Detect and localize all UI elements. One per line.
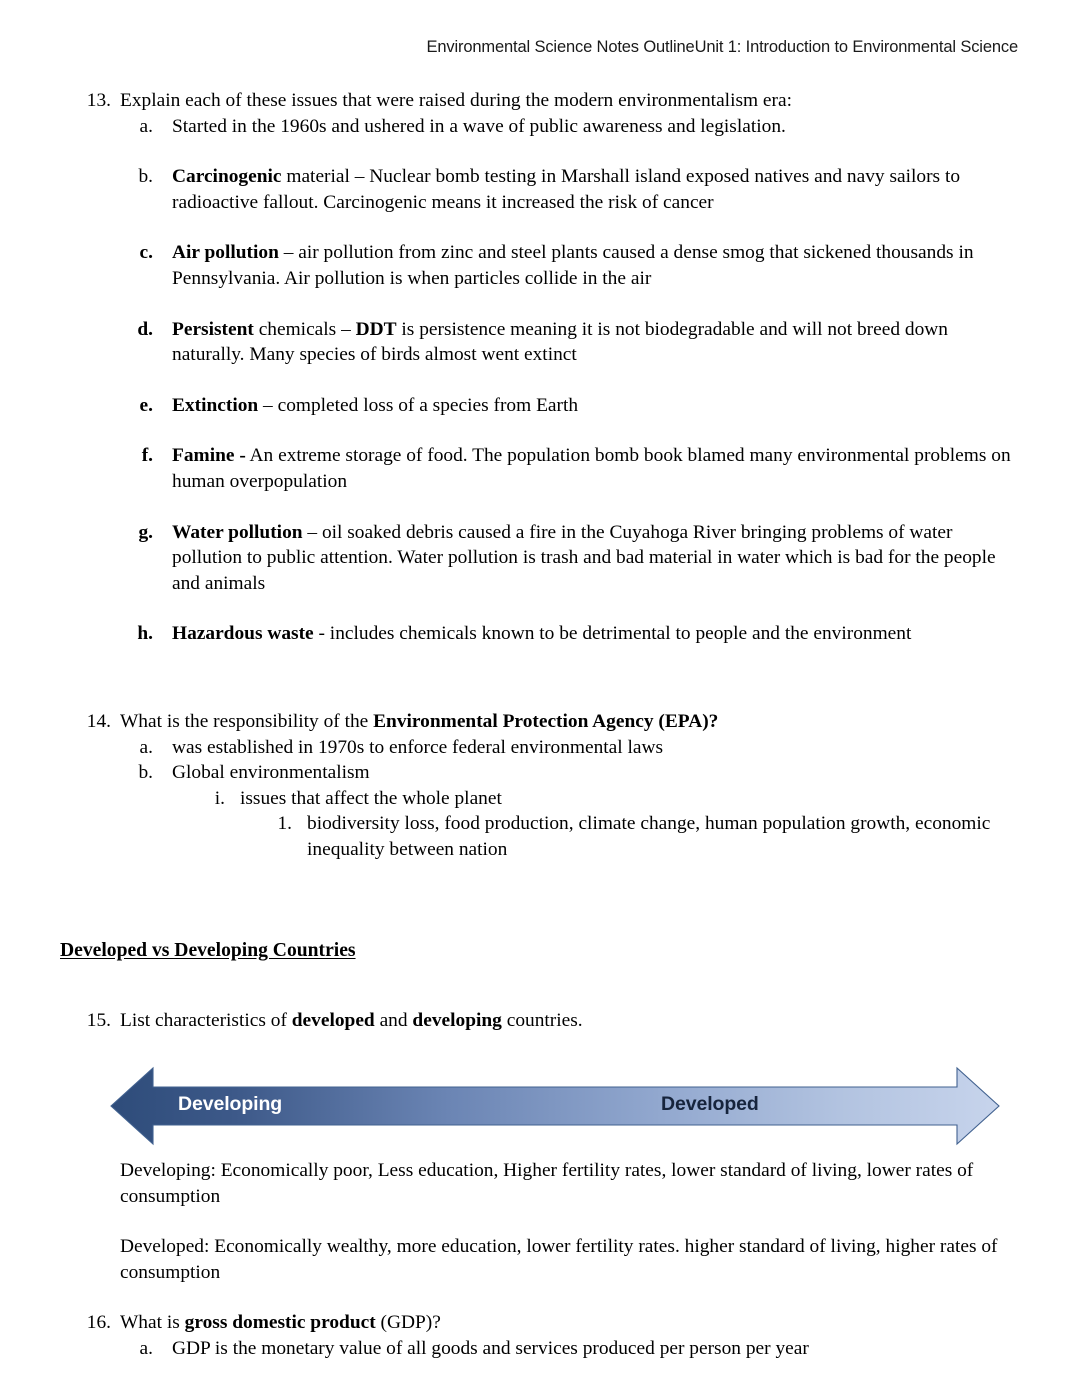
list-marker: g. (138, 521, 153, 543)
outline-item-14bi1 (255, 811, 1020, 862)
outline-text: Persistent chemicals – DDT is persistence meaning it is not biodegradable and will not breed down naturally. Many species of birds almost went extinct (172, 318, 948, 366)
spacer (60, 1034, 1020, 1060)
outline-item-13f (120, 443, 1020, 494)
spacer (60, 1285, 1020, 1310)
list-marker: a. (139, 736, 153, 758)
lead-term: Extinction (172, 394, 259, 416)
outline-text: biodiversity loss, food production, climate change, human population growth, economic inequality between nation (307, 813, 991, 860)
spacer (60, 418, 1020, 443)
spacer (60, 139, 1020, 164)
lead-term: gross domestic product (184, 1312, 376, 1334)
outline-text: Water pollution – oil soaked debris caused a fire in the Cuyahoga River bringing problems of water pollution to public attention. Water pollution is trash and bad material in water which is bad for the people and animals (172, 521, 996, 594)
outline-text: Started in the 1960s and ushered in a wave of public awareness and legislation. (172, 115, 786, 137)
spacer (60, 495, 1020, 520)
arrow-label-developing: Developing (178, 1093, 283, 1116)
list-marker: 14. (86, 710, 111, 732)
lead-term: Water pollution (172, 521, 303, 543)
section-heading: Developed vs Developing Countries (60, 940, 356, 962)
outline-item-16a (120, 1336, 1020, 1362)
spacer (60, 215, 1020, 240)
lead-term: Carcinogenic (172, 166, 282, 188)
outline-item-15 (60, 1008, 1020, 1034)
outline-item-13b (120, 164, 1020, 215)
list-marker: h. (137, 623, 153, 645)
outline-text: Carcinogenic material – Nuclear bomb testing in Marshall island exposed natives and navy sailors to radioactive fallout. Carcinogenic means it increased the risk of cancer (172, 166, 961, 213)
document-body (60, 88, 1020, 1362)
document-header: Environmental Science Notes OutlineUnit 1: Introduction to Environmental Science (426, 38, 1018, 56)
list-marker: f. (141, 445, 153, 467)
list-marker: d. (137, 318, 153, 340)
outline-text: Extinction – completed loss of a species from Earth (172, 394, 579, 416)
outline-text: Global environmentalism (172, 762, 370, 784)
lead-term: Persistent (172, 318, 254, 340)
lead-term-2: DDT (355, 318, 397, 340)
list-marker: 16. (86, 1312, 111, 1334)
spacer (60, 292, 1020, 317)
arrow-label-developed: Developed (661, 1093, 759, 1116)
spacer (60, 1209, 1020, 1234)
lead-term: Famine - (172, 445, 246, 467)
outline-item-14a (120, 735, 1020, 761)
outline-text: GDP is the monetary value of all goods and services produced per person per year (172, 1338, 809, 1360)
outline-text: What is gross domestic product (GDP)? (120, 1312, 441, 1334)
outline-text: Hazardous waste - includes chemicals known to be detrimental to people and the environment (172, 623, 912, 645)
list-marker: 13. (86, 90, 111, 111)
outline-item-13e (120, 393, 1020, 419)
outline-text: issues that affect the whole planet (240, 787, 502, 809)
list-marker: 1. (277, 813, 292, 835)
outline-text: Famine - An extreme storage of food. The population bomb book blamed many environmental problems on human overpopulation (172, 445, 1011, 492)
outline-item-13h (120, 621, 1020, 647)
outline-text: was established in 1970s to enforce federal environmental laws (172, 736, 664, 758)
developing-description: Developing: Economically poor, Less education, Higher fertility rates, lower standard of living, lower rates of consumption (120, 1160, 974, 1207)
outline-item-14bi (190, 786, 1020, 812)
list-marker: a. (139, 115, 153, 137)
lead-term: Air pollution (172, 242, 279, 264)
list-marker: a. (139, 1338, 153, 1360)
lead-term-2: developing (412, 1010, 502, 1032)
spacer (60, 862, 1020, 938)
list-marker: e. (139, 394, 153, 416)
spacer (60, 596, 1020, 621)
outline-item-13c (120, 240, 1020, 291)
outline-item-13a (120, 114, 1020, 140)
outline-item-13d (120, 317, 1020, 368)
list-marker: c. (139, 242, 153, 264)
spacer (60, 368, 1020, 393)
lead-term: Hazardous waste (172, 623, 314, 645)
developed-developing-arrow-diagram (105, 1060, 1005, 1152)
outline-item-14b (120, 760, 1020, 786)
list-marker: b. (138, 166, 153, 188)
list-marker: i. (214, 787, 225, 809)
spacer (60, 964, 1020, 1008)
list-marker: b. (138, 762, 153, 784)
outline-text: Air pollution – air pollution from zinc and steel plants caused a dense smog that sickened thousands in Pennsylvania. Air pollution is when particles collide in the air (172, 242, 974, 289)
outline-text: What is the responsibility of the Environmental Protection Agency (EPA)? (120, 710, 719, 732)
lead-term: developed (291, 1010, 375, 1032)
outline-item-13 (60, 88, 1020, 114)
outline-text: Explain each of these issues that were raised during the modern environmentalism era: (120, 90, 792, 111)
lead-term: Environmental Protection Agency (EPA)? (373, 710, 719, 732)
developed-description: Developed: Economically wealthy, more education, lower fertility rates. higher standard of living, higher rates of consumption (120, 1236, 998, 1283)
outline-item-16 (60, 1310, 1020, 1336)
spacer (60, 647, 1020, 709)
outline-item-14 (60, 709, 1020, 735)
list-marker: 15. (86, 1010, 111, 1032)
outline-item-13g (120, 520, 1020, 597)
outline-text: List characteristics of developed and developing countries. (120, 1010, 583, 1032)
